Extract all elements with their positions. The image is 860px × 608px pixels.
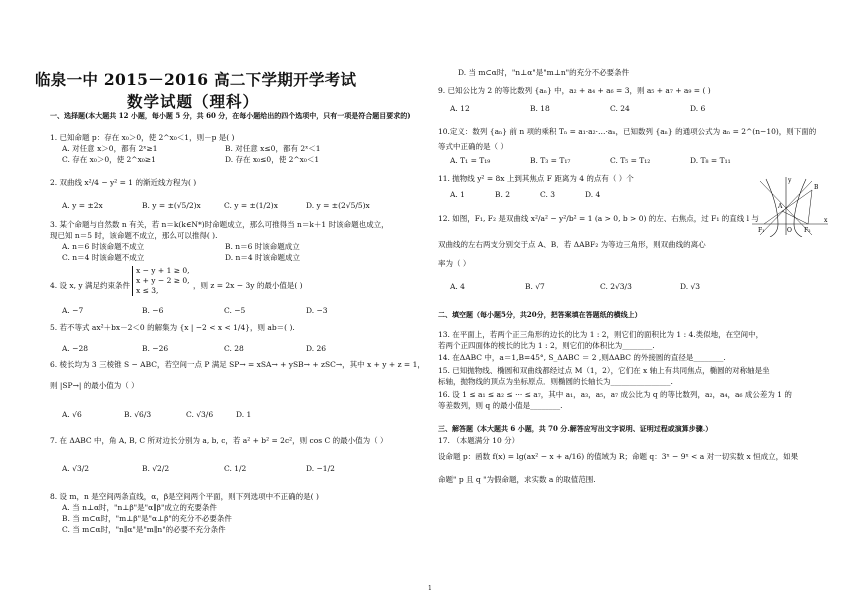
question-11: 11. 抛物线 y² = 8x 上到其焦点 F 距离为 4 的点有（ ）个 — [438, 174, 634, 183]
q7-option-b: B. √2/2 — [142, 464, 170, 473]
question-13-cont: 若两个正四面体的棱长的比为 1 : 2，则它们的体积比为________. — [438, 341, 655, 350]
label-x: x — [824, 217, 828, 224]
question-16-cont: 等差数列，则 q 的最小值是________. — [438, 401, 563, 410]
section-fill-heading: 二、填空题（每小题5分，共20分，把答案填在答题纸的横线上） — [438, 310, 642, 319]
question-4-tail: ，则 z = 2x − 3y 的最小值是( ) — [193, 281, 303, 290]
hyperbola-figure — [752, 175, 832, 237]
question-12: 12. 如图，F₁, F₂ 是双曲线 x²/a² − y²/b² = 1 (a > 0, b > 0) 的左、右焦点，过 F₁ 的直线 l 与 — [438, 214, 759, 223]
q3-option-c: C. n＝4 时该命题不成立 — [62, 253, 145, 262]
q2-option-d: D. y = ±(2√5/5)x — [306, 201, 370, 210]
q3-option-a: A. n＝6 时该命题不成立 — [62, 242, 145, 251]
question-7: 7. 在 ΔABC 中，角 A, B, C 所对边长分别为 a, b, c，若 a² + b² = 2c²，则 cos C 的最小值为（ ） — [50, 436, 388, 445]
q1-option-d: D. 存在 x₀≤0，使 2^x₀＜1 — [225, 155, 320, 164]
q4-constraint-system — [132, 266, 190, 296]
question-15: 15. 已知抛物线、椭圆和双曲线都经过点 M（1，2），它们在 x 轴上有共同焦点，椭圆的对称轴是坐 — [438, 366, 770, 375]
page-number: 1 — [428, 585, 432, 592]
q11-option-d: D. 4 — [585, 190, 601, 199]
q10-option-a: A. T₁ = T₁₉ — [450, 156, 491, 165]
question-1-options-cd — [62, 155, 319, 164]
label-A: A — [778, 203, 783, 210]
q6-option-b: B. √6/3 — [124, 410, 152, 419]
q4-option-b: B. −6 — [142, 306, 164, 315]
q8-option-d: D. 当 m⊂α时，"n⊥α"是"m⊥n"的充分不必要条件 — [458, 68, 630, 77]
question-12-cont: 双曲线的左右两支分别交于点 A、B．若 ΔABF₂ 为等边三角形，则双曲线的离心 — [438, 240, 706, 249]
q7-option-a: A. √3/2 — [62, 464, 90, 473]
q8-option-a: A. 当 n⊥α时，"n⊥β"是"α∥β"成立的充要条件 — [62, 503, 217, 512]
question-6: 6. 棱长均为 3 三棱锥 S − ABC，若空间一点 P 满足 SP→ = xSA→ + ySB→ + zSC→，其中 x + y + z = 1， — [50, 360, 425, 369]
question-11-options — [450, 190, 600, 199]
question-6-options — [62, 410, 251, 419]
label-F1: F₁ — [758, 227, 765, 234]
section-choice-heading: 一、选择题(本大题共 12 小题，每小题 5 分，共 60 分，在每小题给出的四个选项中，只有一项是符合题目要求的) — [50, 111, 411, 120]
q3-option-b: B. n＝6 时该命题成立 — [225, 242, 300, 251]
question-17: 17. （本题满分 10 分） — [438, 436, 520, 445]
q6-option-c: C. √3/6 — [186, 410, 214, 419]
q5-option-a: A. −28 — [62, 344, 89, 353]
question-8: 8. 设 m，n 是空间两条直线，α，β是空间两个平面，则下列选项中不正确的是( ) — [50, 492, 319, 501]
question-5: 5. 若不等式 ax²＋bx－2＜0 的解集为 {x | −2 < x < 1/4}，则 ab＝( ). — [50, 323, 295, 332]
label-F2: F₂ — [804, 227, 811, 234]
q2-option-b: B. y = ±(√5/2)x — [142, 201, 201, 210]
q12-option-d: D. √3 — [680, 282, 701, 291]
question-17-body: 设命题 p：函数 f(x) = lg(ax² − x + a/16) 的值域为 R；命题 q：3ˣ − 9ˣ < a 对一切实数 x 恒成立，如果 — [438, 452, 799, 461]
question-2: 2. 双曲线 x²/4 − y² = 1 的渐近线方程为( ) — [50, 178, 197, 187]
question-1-options-ab — [62, 144, 321, 153]
q8-option-c: C. 当 m⊂α时，"n∥α"是"m∥n"的必要不充分条件 — [62, 525, 226, 534]
q11-option-a: A. 1 — [450, 190, 465, 199]
q9-option-c: C. 24 — [610, 104, 630, 113]
q4-constraint-3: x ≤ 3, — [136, 286, 159, 295]
label-y: y — [788, 177, 792, 184]
q2-option-c: C. y = ±(1/2)x — [224, 201, 278, 210]
q8-option-b: B. 当 m⊂α时，"m⊥β"是"α⊥β"的充分不必要条件 — [62, 514, 232, 523]
question-10-cont: 等式中正确的是（ ） — [438, 142, 508, 151]
q9-option-d: D. 6 — [690, 104, 706, 113]
exam-title: 临泉一中 2015－2016 高二下学期开学考试 — [35, 70, 357, 89]
q10-option-b: B. T₃ = T₁₇ — [530, 156, 571, 165]
q11-option-b: B. 2 — [495, 190, 511, 199]
question-3-options-cd — [62, 253, 300, 262]
q5-option-c: C. 28 — [224, 344, 244, 353]
q1-option-a: A. 对任意 x＞0，都有 2ˣ≥1 — [62, 144, 158, 153]
q4-option-a: A. −7 — [62, 306, 84, 315]
segment-BF2 — [808, 190, 812, 224]
hyperbola-left-branch — [766, 179, 778, 237]
question-10: 10.定义：数列 {aₙ} 前 n 项的乘积 Tₙ = a₁·a₂·…·aₙ，已知数列 {aₙ} 的通项公式为 aₙ = 2^(n−10)，则下面的 — [438, 127, 817, 136]
question-3: 3. 某个命题与自然数 n 有关，若 n＝k(k∈N*)时命题成立，那么可推得当 n＝k＋1 时该命题也成立， — [50, 220, 389, 229]
q6-option-a: A. √6 — [62, 410, 82, 419]
q10-option-c: C. T₅ = T₁₂ — [610, 156, 651, 165]
question-15-cont: 标轴，抛物线的顶点为坐标原点．则椭圆的长轴长为________________. — [438, 377, 673, 386]
question-10-options — [450, 156, 731, 165]
q6-option-d: D. 1 — [236, 410, 252, 419]
question-3-cont: 现已知 n＝5 时，该命题不成立，那么可以推得( ). — [50, 231, 218, 240]
question-7-options — [62, 464, 335, 473]
question-14: 14. 在ΔABC 中，a＝1,B=45°, S_ΔABC ＝ 2 ,则ΔABC 的外接圆的直径是________. — [438, 353, 726, 362]
q5-option-d: D. 26 — [306, 344, 327, 353]
question-13: 13. 在平面上，若两个正三角形的边长的比为 1 : 2，则它们的面积比为 1 : 4.类似地，在空间中， — [438, 330, 764, 339]
question-4-options — [62, 306, 328, 315]
q12-option-a: A. 4 — [450, 282, 465, 291]
q11-option-c: C. 3 — [540, 190, 556, 199]
q9-option-a: A. 12 — [450, 104, 470, 113]
q10-option-d: D. T₈ = T₁₁ — [690, 156, 731, 165]
q4-constraint-2: x + y − 2 ≥ 0, — [136, 276, 190, 285]
q7-option-c: C. 1/2 — [224, 464, 247, 473]
question-12-options — [450, 282, 700, 291]
question-12-cont2: 率为（ ） — [438, 259, 471, 268]
question-6-cont: 则 |SP→| 的最小值为（ ） — [50, 381, 139, 390]
q2-option-a: A. y = ±2x — [62, 201, 103, 210]
question-16: 16. 设 1 ≤ a₁ ≤ a₂ ≤ ··· ≤ a₇，其中 a₁，a₃，a₅，a₇ 成公比为 q 的等比数列，a₂，a₄，a₆ 成公差为 1 的 — [438, 390, 792, 399]
q5-option-b: B. −26 — [142, 344, 169, 353]
exam-subtitle: 数学试题（理科） — [127, 92, 260, 111]
q4-constraint-1: x − y + 1 ≥ 0, — [136, 266, 190, 275]
section-answer-heading: 三、解答题（本大题共 6 小题，共 70 分.解答应写出文字说明、证明过程或演算步骤.） — [438, 424, 713, 433]
label-B: B — [814, 184, 819, 191]
q3-option-d: D. n＝4 时该命题成立 — [225, 253, 300, 262]
q7-option-d: D. −1/2 — [306, 464, 335, 473]
label-O: O — [787, 227, 792, 234]
question-9-options — [450, 104, 705, 113]
question-4: 4. 设 x, y 满足约束条件 — [50, 281, 131, 290]
q4-option-c: C. −5 — [224, 306, 246, 315]
q1-option-c: C. 存在 x₀＞0，使 2^x₀≥1 — [62, 155, 156, 164]
question-3-options-ab — [62, 242, 300, 251]
question-2-options — [62, 201, 370, 210]
q12-option-c: C. 2√3/3 — [600, 282, 632, 291]
q12-option-b: B. √7 — [525, 282, 545, 291]
focal-line — [764, 190, 812, 224]
q4-option-d: D. −3 — [306, 306, 328, 315]
q9-option-b: B. 18 — [530, 104, 550, 113]
question-5-options — [62, 344, 326, 353]
question-1: 1. 已知命题 p：存在 x₀＞0，使 2^x₀＜1，则－p 是( ) — [50, 133, 235, 142]
question-17-body2: 命题" p 且 q "为假命题，求实数 a 的取值范围. — [438, 475, 596, 484]
question-9: 9. 已知公比为 2 的等比数列 {aₙ} 中，a₂ + a₄ + a₆ = 3，则 a₅ + a₇ + a₉ = ( ) — [438, 86, 711, 95]
q1-option-b: B. 对任意 x≤0，都有 2ˣ＜1 — [225, 144, 321, 153]
